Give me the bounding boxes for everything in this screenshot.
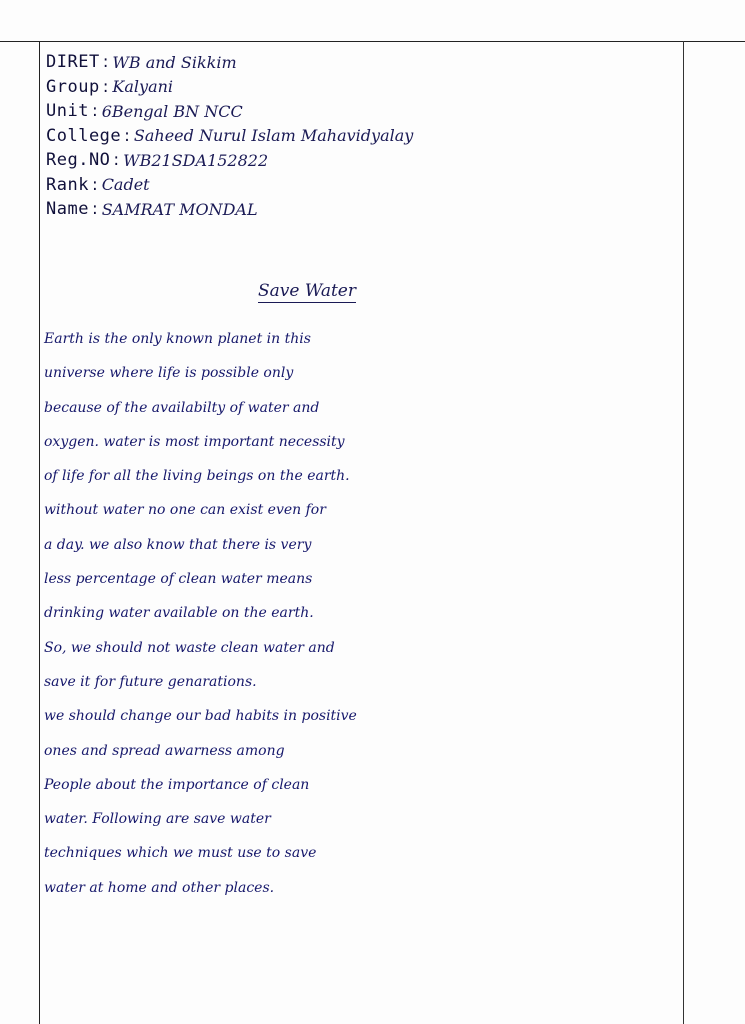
essay-line: People about the importance of clean [44,776,310,793]
detail-separator: : [91,101,98,122]
detail-separator: : [91,174,98,195]
essay-line: drinking water available on the earth. [44,605,314,622]
essay-line: techniques which we must use to save [44,845,317,862]
detail-separator: : [113,150,120,171]
essay-line: water. Following are save water [44,811,271,828]
detail-label: Group [46,76,100,97]
detail-row-directorate [46,50,606,75]
essay-line: save it for future genarations. [44,673,257,690]
detail-value: SAMRAT MONDAL [101,199,258,219]
essay-line: Earth is the only known planet in this [44,331,311,347]
detail-row-name [46,197,606,222]
detail-label: Unit [46,101,89,122]
essay-line: water at home and other places. [44,879,275,896]
detail-value: Saheed Nurul Islam Mahavidyalay [133,126,414,146]
left-margin-line [39,41,40,1024]
detail-value: WB and Sikkim [112,52,237,72]
detail-separator: : [102,52,109,73]
detail-label: DIRET [46,52,100,73]
essay-line: we should change our bad habits in positive [44,708,357,725]
detail-separator: : [91,199,98,220]
detail-row-unit [46,99,606,124]
detail-row-college [46,124,606,149]
essay-line: without water no one can exist even for [44,502,326,519]
cadet-details [46,50,606,222]
detail-value: WB21SDA152822 [123,150,269,170]
essay-line: ones and spread awarness among [44,742,285,759]
detail-row-reg-no [46,148,606,173]
detail-label: College [46,125,122,146]
essay-line: oxygen. water is most important necessity [44,433,345,450]
detail-separator: : [124,125,130,146]
essay-body [44,322,684,905]
detail-value: Cadet [101,175,150,195]
detail-label: Reg.NO [46,150,111,171]
detail-separator: : [102,76,109,97]
essay-title: Save Water [258,281,356,301]
detail-value: 6Bengal BN NCC [101,101,243,121]
essay-line: because of the availabilty of water and [44,399,320,416]
detail-label: Name [46,199,89,220]
essay-line: a day. we also know that there is very [44,536,312,553]
detail-value: Kalyani [112,77,174,97]
essay-line: less percentage of clean water means [44,571,313,588]
detail-row-rank [46,173,606,198]
detail-row-group [46,75,606,100]
essay-line: universe where life is possible only [44,365,294,382]
detail-label: Rank [46,174,89,195]
essay-line: So, we should not waste clean water and [44,639,335,656]
essay-line: of life for all the living beings on the earth. [44,468,350,485]
top-rule-line [0,41,745,42]
